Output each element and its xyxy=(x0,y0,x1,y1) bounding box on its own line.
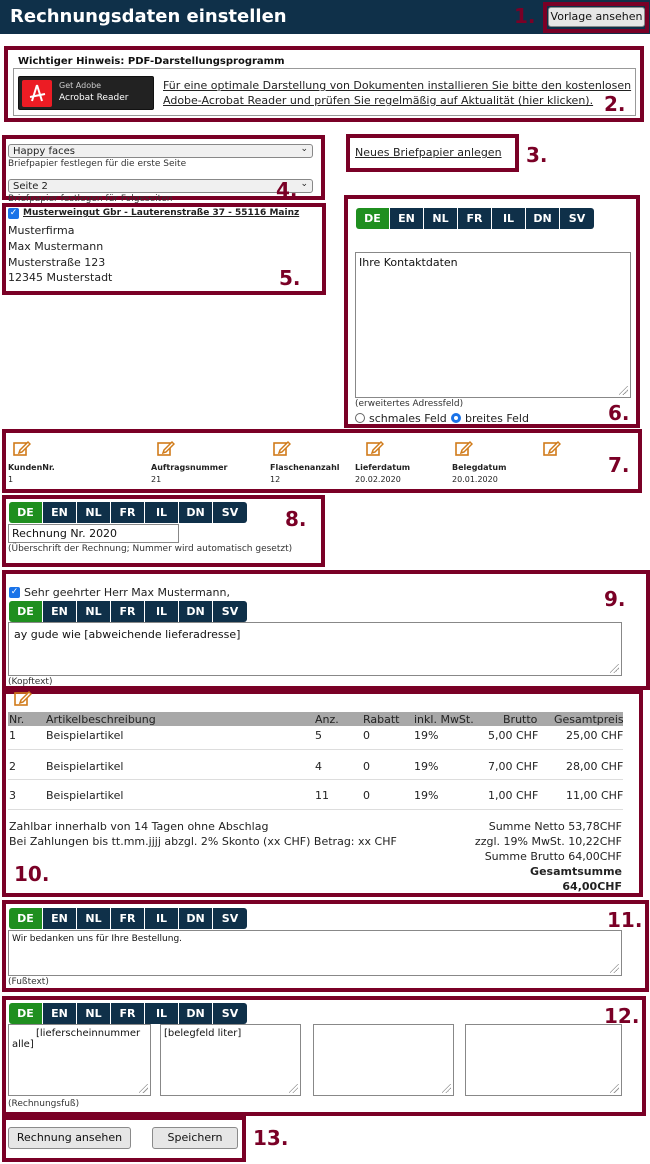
tab-fr[interactable]: FR xyxy=(111,908,145,929)
resize-handle[interactable] xyxy=(610,664,619,673)
heading-hint: (Überschrift der Rechnung; Nummer wird automatisch gesetzt) xyxy=(8,544,293,554)
contact-value: Ihre Kontaktdaten xyxy=(359,256,458,269)
tab-dn[interactable]: DN xyxy=(179,502,213,523)
address-line-1: Musterfirma xyxy=(8,224,75,237)
row2-qty: 4 xyxy=(315,760,322,773)
narrow-field-label: schmales Feld xyxy=(369,412,447,425)
tab-en[interactable]: EN xyxy=(43,502,77,523)
invoice-footer-language-tabs xyxy=(9,1003,247,1024)
tab-fr[interactable]: FR xyxy=(458,208,492,229)
acrobat-badge[interactable] xyxy=(18,76,154,110)
marker-1: 1. xyxy=(514,4,536,28)
tab-nl[interactable]: NL xyxy=(77,1003,111,1024)
sender-checkbox[interactable]: ✓ xyxy=(9,208,18,218)
tab-de[interactable]: DE xyxy=(9,601,43,622)
invoice-footer-col-1-value: [lieferscheinnummer alle] xyxy=(12,1028,141,1050)
col-vat: inkl. MwSt. xyxy=(414,713,474,726)
row1-discount: 0 xyxy=(363,729,370,742)
heading-value: Rechnung Nr. 2020 xyxy=(12,527,118,540)
col-description: Artikelbeschreibung xyxy=(46,713,156,726)
chevron-down-icon: ⌄ xyxy=(300,179,308,189)
row-divider xyxy=(8,779,623,780)
follow-page-label: Briefpapier festlegen für Folgeseiten xyxy=(8,194,173,204)
field-label: Belegdatum xyxy=(452,463,507,472)
tab-dn[interactable]: DN xyxy=(179,601,213,622)
sum-gross: Summe Brutto 64,00CHF xyxy=(484,850,622,863)
payment-terms-1: Zahlbar innerhalb von 14 Tagen ohne Abschlag xyxy=(9,820,269,833)
address-line-4: 12345 Musterstadt xyxy=(8,271,113,284)
row2-discount: 0 xyxy=(363,760,370,773)
invoice-footer-col-4[interactable] xyxy=(465,1024,622,1096)
tab-dn[interactable]: DN xyxy=(179,908,213,929)
first-page-label: Briefpapier festlegen für die erste Seite xyxy=(8,159,187,169)
contact-language-tabs xyxy=(356,208,594,229)
field-label: Flaschenanzahl xyxy=(270,463,340,472)
salutation-checkbox[interactable]: ✓ xyxy=(10,587,19,597)
row3-vat: 19% xyxy=(414,789,439,802)
field-value: 20.01.2020 xyxy=(452,475,498,484)
marker-box-7 xyxy=(2,429,642,493)
total-label: Gesamtsumme xyxy=(530,865,622,878)
wide-field-radio[interactable] xyxy=(451,413,461,423)
field-value: 12 xyxy=(270,475,281,484)
salutation-text: Sehr geehrter Herr Max Mustermann, xyxy=(24,586,230,599)
tab-de[interactable]: DE xyxy=(9,502,43,523)
head-text-label: (Kopftext) xyxy=(8,677,53,687)
resize-handle[interactable] xyxy=(139,1084,148,1093)
tab-il[interactable]: IL xyxy=(145,601,179,622)
footer-language-tabs xyxy=(9,908,247,929)
edit-icon[interactable] xyxy=(543,440,561,456)
marker-2: 2. xyxy=(604,92,626,116)
edit-icon[interactable] xyxy=(273,440,291,456)
edit-icon[interactable] xyxy=(157,440,175,456)
row3-desc: Beispielartikel xyxy=(46,789,124,802)
heading-language-tabs xyxy=(9,502,247,523)
resize-handle[interactable] xyxy=(442,1084,451,1093)
first-page-letterhead-select[interactable] xyxy=(8,144,313,158)
page-title: Rechnungsdaten einstellen xyxy=(10,6,287,27)
resize-handle[interactable] xyxy=(289,1084,298,1093)
marker-3: 3. xyxy=(526,143,548,167)
invoice-footer-col-2-value: [belegfeld liter] xyxy=(164,1028,242,1039)
row2-desc: Beispielartikel xyxy=(46,760,124,773)
resize-handle[interactable] xyxy=(610,964,619,973)
tab-sv[interactable]: SV xyxy=(213,1003,247,1024)
view-invoice-button[interactable]: Rechnung ansehen xyxy=(8,1127,131,1149)
new-letterhead-link[interactable]: Neues Briefpapier anlegen xyxy=(355,146,502,159)
chevron-down-icon: ⌄ xyxy=(300,144,308,154)
contact-label: (erweitertes Adressfeld) xyxy=(355,399,464,409)
col-gross: Brutto xyxy=(503,713,538,726)
sum-net: Summe Netto 53,78CHF xyxy=(488,820,622,833)
acrobat-icon xyxy=(22,80,52,107)
sum-vat: zzgl. 19% MwSt. 10,22CHF xyxy=(474,835,622,848)
invoice-footer-col-3[interactable] xyxy=(313,1024,454,1096)
tab-dn[interactable]: DN xyxy=(179,1003,213,1024)
edit-icon[interactable] xyxy=(14,690,32,706)
marker-9: 9. xyxy=(604,587,626,611)
row2-nr: 2 xyxy=(9,760,16,773)
address-line-3: Musterstraße 123 xyxy=(8,256,106,269)
col-qty: Anz. xyxy=(315,713,339,726)
contact-textarea[interactable] xyxy=(355,252,631,398)
tab-nl[interactable]: NL xyxy=(77,908,111,929)
total-value: 64,00CHF xyxy=(562,880,622,893)
row1-total: 25,00 CHF xyxy=(566,729,624,742)
row2-vat: 19% xyxy=(414,760,439,773)
invoice-footer-col-1[interactable] xyxy=(8,1024,151,1096)
marker-6: 6. xyxy=(608,401,630,425)
first-page-value: Happy faces xyxy=(13,146,75,157)
head-text-value: ay gude wie [abweichende lieferadresse] xyxy=(14,628,241,641)
tab-sv[interactable]: SV xyxy=(560,208,594,229)
narrow-field-radio[interactable] xyxy=(355,413,365,423)
field-value: 21 xyxy=(151,475,162,484)
invoice-footer-label: (Rechnungsfuß) xyxy=(8,1099,80,1109)
row1-qty: 5 xyxy=(315,729,322,742)
tab-il[interactable]: IL xyxy=(145,1003,179,1024)
save-button[interactable]: Speichern xyxy=(152,1127,238,1149)
field-label: Lieferdatum xyxy=(355,463,411,472)
marker-13: 13. xyxy=(253,1126,289,1150)
row3-total: 11,00 CHF xyxy=(566,789,624,802)
tab-il[interactable]: IL xyxy=(492,208,526,229)
marker-5: 5. xyxy=(279,266,301,290)
row3-discount: 0 xyxy=(363,789,370,802)
resize-handle[interactable] xyxy=(610,1084,619,1093)
edit-icon[interactable] xyxy=(13,440,31,456)
follow-page-value: Seite 2 xyxy=(13,181,48,192)
field-label: KundenNr. xyxy=(8,463,55,472)
marker-7: 7. xyxy=(608,453,630,477)
row3-nr: 3 xyxy=(9,789,16,802)
follow-page-letterhead-select[interactable] xyxy=(8,179,313,193)
notice-link[interactable]: Für eine optimale Darstellung von Dokumenten installieren Sie bitte den kostenlosen Adobe-Acrobat Reader und prüfen Sie regelmäßig auf Aktualität (hier klicken). xyxy=(163,79,632,107)
tab-sv[interactable]: SV xyxy=(213,908,247,929)
notice-title: Wichtiger Hinweis: PDF-Darstellungsprogramm xyxy=(18,56,285,67)
footer-text-label: (Fußtext) xyxy=(8,977,49,987)
edit-icon[interactable] xyxy=(455,440,473,456)
tab-fr[interactable]: FR xyxy=(111,1003,145,1024)
salutation-language-tabs xyxy=(9,601,247,622)
col-nr: Nr. xyxy=(9,713,25,726)
row2-gross: 7,00 CHF xyxy=(488,760,539,773)
row1-desc: Beispielartikel xyxy=(46,729,124,742)
tab-en[interactable]: EN xyxy=(43,1003,77,1024)
tab-nl[interactable]: NL xyxy=(77,502,111,523)
invoice-footer-col-2[interactable] xyxy=(160,1024,301,1096)
field-value: 20.02.2020 xyxy=(355,475,401,484)
tab-en[interactable]: EN xyxy=(43,908,77,929)
marker-11: 11. xyxy=(607,908,643,932)
marker-12: 12. xyxy=(604,1004,640,1028)
badge-line2: Acrobat Reader xyxy=(59,93,129,103)
tab-sv[interactable]: SV xyxy=(213,601,247,622)
tab-dn[interactable]: DN xyxy=(526,208,560,229)
tab-nl[interactable]: NL xyxy=(424,208,458,229)
footer-text-textarea[interactable] xyxy=(8,930,622,976)
tab-il[interactable]: IL xyxy=(145,502,179,523)
tab-en[interactable]: EN xyxy=(390,208,424,229)
head-text-textarea[interactable] xyxy=(8,622,622,676)
field-label: Auftragsnummer xyxy=(151,463,228,472)
edit-icon[interactable] xyxy=(366,440,384,456)
payment-terms-2: Bei Zahlungen bis tt.mm.jjjj abzgl. 2% Skonto (xx CHF) Betrag: xx CHF xyxy=(9,835,397,848)
tab-sv[interactable]: SV xyxy=(213,502,247,523)
row1-nr: 1 xyxy=(9,729,16,742)
sender-line: Musterweingut Gbr - Lauterenstraße 37 - 55116 Mainz xyxy=(23,208,300,218)
tab-de[interactable]: DE xyxy=(356,208,390,229)
row2-total: 28,00 CHF xyxy=(566,760,624,773)
wide-field-label: breites Feld xyxy=(465,412,529,425)
row-divider xyxy=(8,809,623,810)
row3-gross: 1,00 CHF xyxy=(488,789,539,802)
col-total: Gesamtpreis xyxy=(554,713,624,726)
marker-4: 4. xyxy=(276,178,298,202)
row1-vat: 19% xyxy=(414,729,439,742)
footer-text-value: Wir bedanken uns für Ihre Bestellung. xyxy=(12,934,183,944)
tab-il[interactable]: IL xyxy=(145,908,179,929)
tab-de[interactable]: DE xyxy=(9,908,43,929)
address-line-2: Max Mustermann xyxy=(8,240,104,253)
tab-fr[interactable]: FR xyxy=(111,601,145,622)
row-divider xyxy=(8,749,623,750)
tab-nl[interactable]: NL xyxy=(77,601,111,622)
marker-10: 10. xyxy=(14,862,50,886)
resize-handle[interactable] xyxy=(619,386,628,395)
heading-input[interactable] xyxy=(8,524,179,543)
row3-qty: 11 xyxy=(315,789,329,802)
col-discount: Rabatt xyxy=(363,713,400,726)
marker-8: 8. xyxy=(285,507,307,531)
tab-en[interactable]: EN xyxy=(43,601,77,622)
field-value: 1 xyxy=(8,475,14,484)
tab-de[interactable]: DE xyxy=(9,1003,43,1024)
row1-gross: 5,00 CHF xyxy=(488,729,539,742)
badge-line1: Get Adobe xyxy=(59,81,102,90)
preview-template-button[interactable]: Vorlage ansehen xyxy=(548,7,645,27)
tab-fr[interactable]: FR xyxy=(111,502,145,523)
